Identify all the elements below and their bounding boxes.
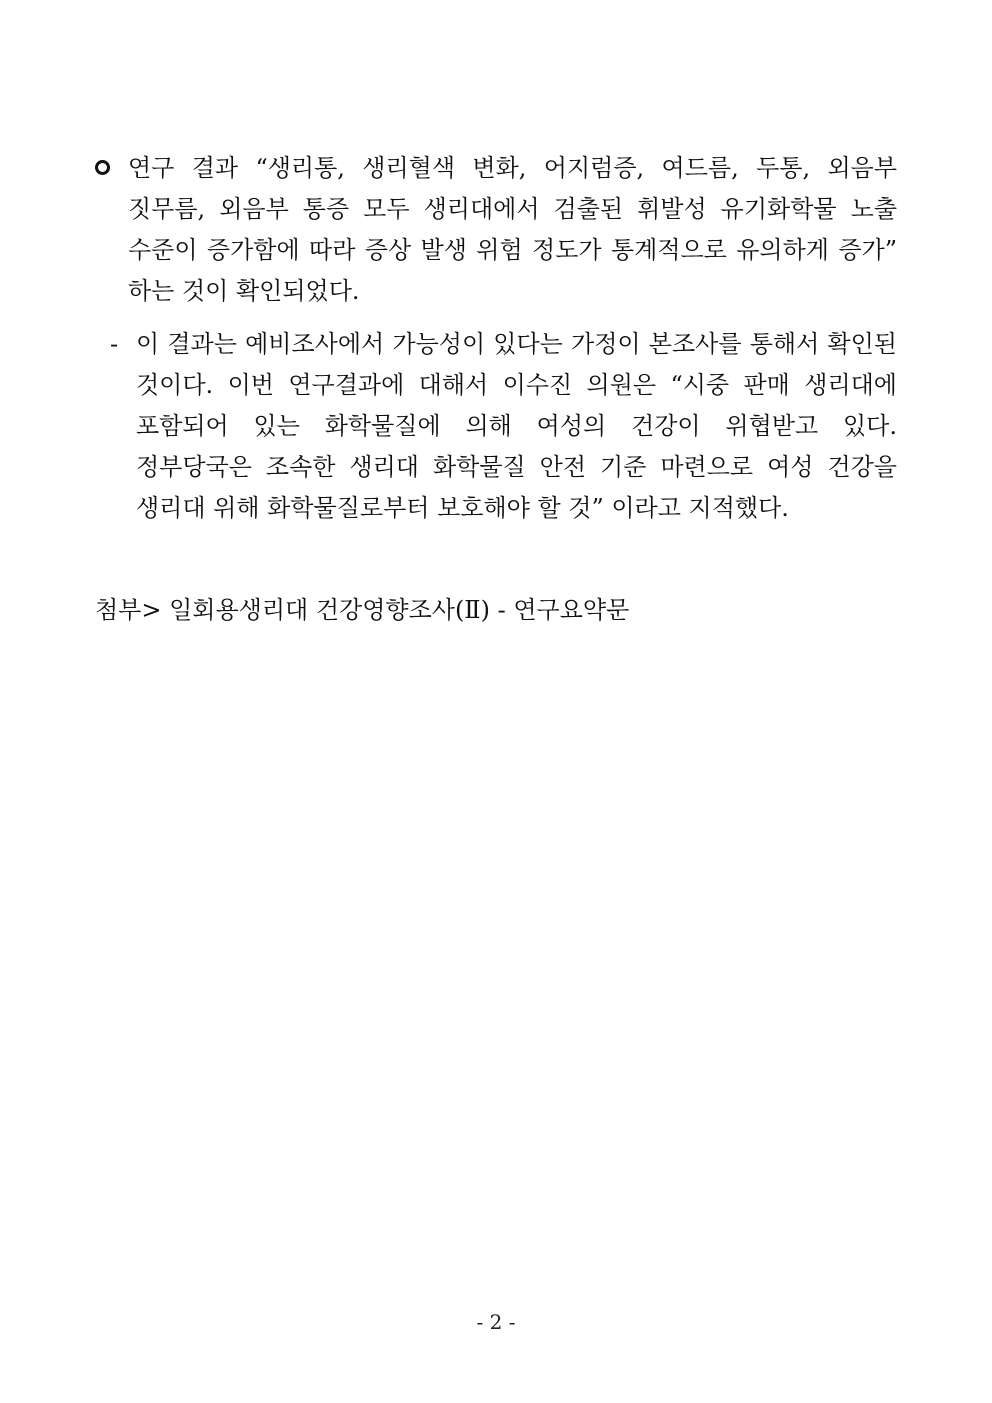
bullet-paragraph bbox=[95, 148, 897, 312]
hollow-circle-bullet-icon bbox=[95, 160, 110, 175]
page-number: - 2 - bbox=[476, 1310, 516, 1334]
confirmation-section bbox=[110, 324, 897, 529]
dash-paragraph bbox=[110, 324, 897, 529]
confirmation-text: 이 결과는 예비조사에서 가능성이 있다는 가정이 본조사를 통해서 확인된 것이다. 이번 연구결과에 대해서 이수진 의원은 “시중 판매 생리대에 포함되어 있는 화학물질에 의해 여성의 건강이 위협받고 있다. 정부당국은 조속한 생리대 화학물질 안전 기준 마련으로 여성 건강을 생리대 위해 화학물질로부터 보호해야 할 것” 이라고 지적했다. bbox=[136, 330, 897, 522]
attachment-line: 첨부> 일회용생리대 건강영향조사(Ⅱ) - 연구요약문 bbox=[95, 596, 630, 624]
dash-marker: - bbox=[110, 330, 119, 358]
research-result-text: 연구 결과 “생리통, 생리혈색 변화, 어지럼증, 여드름, 두통, 외음부 짓무름, 외음부 통증 모두 생리대에서 검출된 휘발성 유기화학물 노출 수준이 증가함에 따라 증상 발생 위험 정도가 통계적으로 유의하게 증가” 하는 것이 확인되었다. bbox=[128, 154, 897, 305]
research-result-section bbox=[95, 148, 897, 312]
